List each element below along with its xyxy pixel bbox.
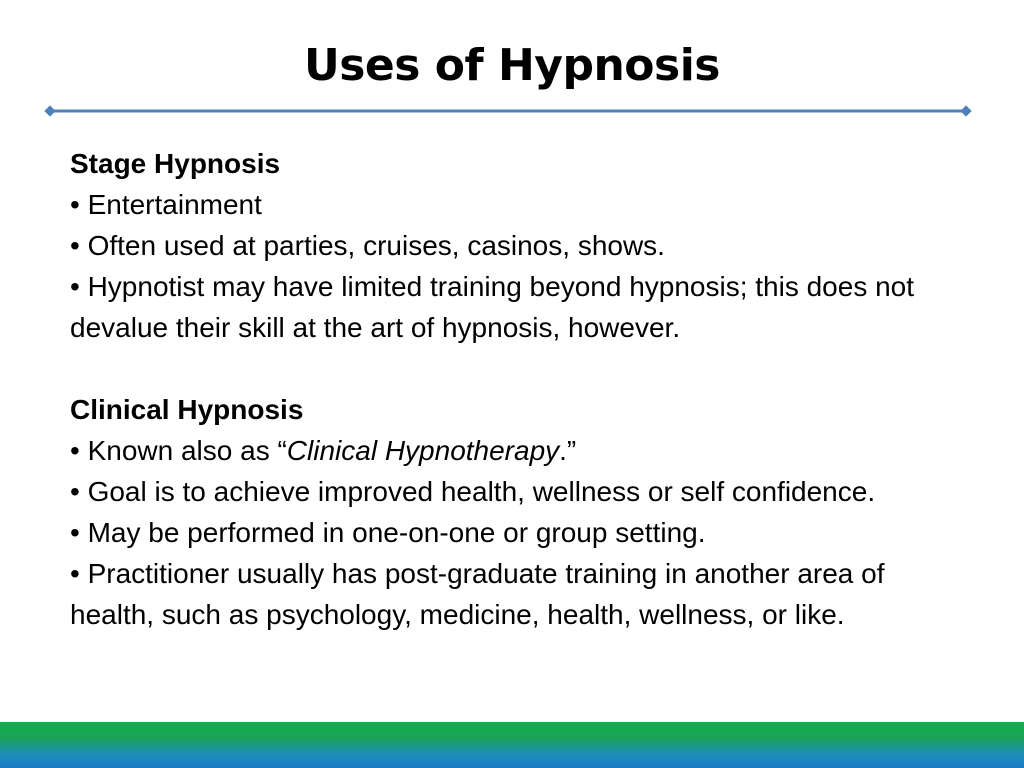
clinical-bullet-setting: • May be performed in one-on-one or group setting.: [70, 517, 706, 548]
known-as-suffix: .”: [559, 435, 577, 466]
slide-content: [70, 143, 970, 635]
known-as-prefix: • Known also as “: [70, 435, 287, 466]
stage-hypnosis-heading: Stage Hypnosis: [70, 148, 281, 179]
clinical-bullet-goal: • Goal is to achieve improved health, wellness or self confidence.: [70, 476, 876, 507]
stage-bullet-entertainment: • Entertainment: [70, 189, 262, 220]
known-as-term: Clinical Hypnotherapy: [286, 435, 560, 466]
clinical-hypnosis-heading: Clinical Hypnosis: [70, 394, 304, 425]
section-spacer: [70, 348, 970, 389]
title-divider: [44, 104, 972, 118]
slide-title: Uses of Hypnosis: [304, 40, 720, 91]
clinical-bullet-practitioner: • Practitioner usually has post-graduate training in another area of health, such as psychology, medicine, health, wellness, or like.: [70, 558, 885, 630]
clinical-bullet-known-as: [70, 430, 970, 471]
stage-bullet-venues: • Often used at parties, cruises, casinos, shows.: [70, 230, 665, 261]
footer-gradient-bar: [0, 722, 1024, 768]
stage-bullet-training: • Hypnotist may have limited training beyond hypnosis; this does not devalue their skill at the art of hypnosis, however.: [70, 271, 915, 343]
